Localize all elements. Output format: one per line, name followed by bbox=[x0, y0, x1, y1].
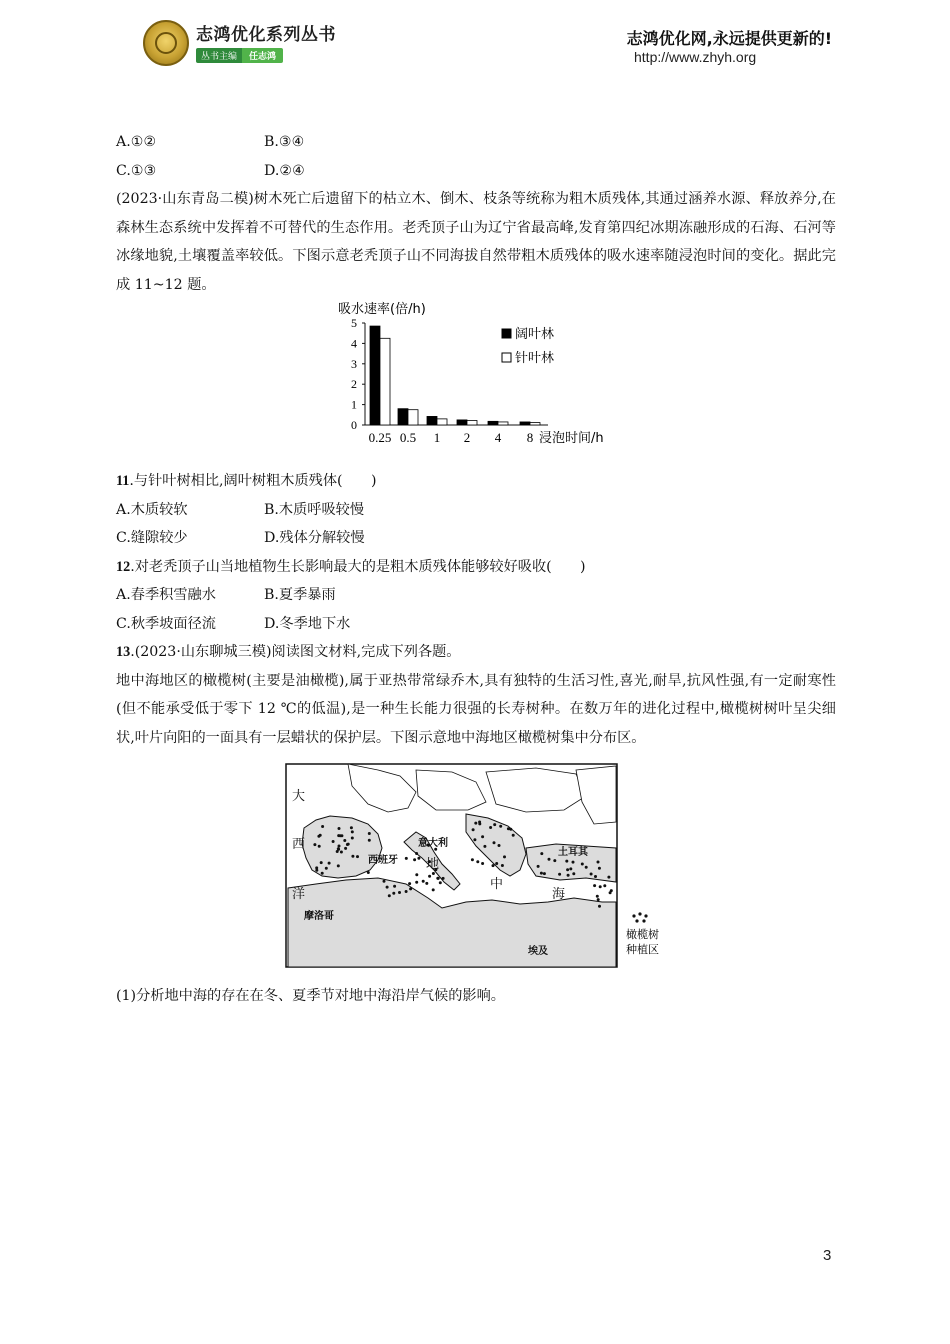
olive-dot bbox=[597, 861, 600, 864]
q12-option-b: B.夏季暴雨 bbox=[264, 587, 336, 603]
q12-option-a: A.春季积雪融水 bbox=[116, 587, 216, 603]
q10-option-d: D.②④ bbox=[264, 162, 305, 179]
olive-dot bbox=[393, 885, 396, 888]
map-svg bbox=[116, 752, 836, 976]
legend-dot bbox=[644, 914, 647, 917]
chart-y-tick-label: 1 bbox=[351, 397, 357, 412]
series-logo-icon bbox=[143, 20, 189, 66]
chart-bar-broadleaf bbox=[398, 409, 408, 425]
olive-dot bbox=[476, 860, 479, 863]
q13-number: 13 bbox=[116, 644, 131, 660]
olive-dot bbox=[499, 825, 502, 828]
page-content bbox=[116, 128, 836, 1011]
q11-option-b: B.木质呼吸较慢 bbox=[264, 501, 365, 518]
olive-dot bbox=[569, 867, 572, 870]
chart-y-tick-label: 5 bbox=[351, 316, 357, 330]
chart-bar-broadleaf bbox=[457, 420, 467, 425]
legend-dot bbox=[635, 919, 638, 922]
olive-dot bbox=[428, 875, 431, 878]
olive-dot bbox=[415, 881, 418, 884]
olive-dot bbox=[537, 865, 540, 868]
olive-dot bbox=[344, 847, 347, 850]
q11-option-c: C.缝隙较少 bbox=[116, 530, 188, 546]
chart-y-axis-label: 吸水速率(倍/h) bbox=[338, 302, 426, 317]
olive-dot bbox=[553, 859, 556, 862]
map-label-sea-3: 海 bbox=[552, 887, 566, 902]
olive-dot bbox=[596, 895, 599, 898]
olive-dot bbox=[337, 847, 340, 850]
olive-dot bbox=[408, 882, 411, 885]
olive-dot bbox=[388, 894, 391, 897]
olive-dot bbox=[432, 872, 435, 875]
olive-dot bbox=[599, 885, 602, 888]
olive-dot bbox=[347, 843, 350, 846]
olive-dot bbox=[492, 864, 495, 867]
chart-bar-conifer bbox=[408, 410, 418, 425]
chart-x-ticks bbox=[369, 430, 534, 445]
chart-y-tick-label: 3 bbox=[351, 356, 357, 371]
q13-text: .(2023·山东聊城三模)阅读图文材料,完成下列各题。 bbox=[130, 644, 461, 660]
olive-dot bbox=[603, 884, 606, 887]
olive-dot bbox=[432, 888, 435, 891]
olive-dot bbox=[350, 826, 353, 829]
olive-dot bbox=[597, 898, 600, 901]
legend-dot bbox=[638, 912, 641, 915]
chart-x-tick-label: 2 bbox=[463, 430, 471, 445]
olive-dot bbox=[328, 862, 331, 865]
q12-option-c: C.秋季坡面径流 bbox=[116, 615, 216, 632]
olive-dot bbox=[478, 821, 481, 824]
q10-options-row-1 bbox=[116, 128, 836, 157]
olive-dot bbox=[540, 852, 543, 855]
olive-dot bbox=[473, 838, 476, 841]
olive-dot bbox=[548, 858, 551, 861]
chart-y-tick-label: 2 bbox=[351, 377, 357, 392]
olive-dot bbox=[471, 858, 474, 861]
olive-dot bbox=[398, 891, 401, 894]
map-label-sea-1: 地 bbox=[426, 857, 440, 872]
chief-editor-badge bbox=[196, 48, 283, 62]
olive-dot bbox=[413, 858, 416, 861]
chart-svg bbox=[116, 299, 836, 467]
olive-dot bbox=[321, 825, 324, 828]
map-label-atlantic-3: 洋 bbox=[292, 887, 306, 902]
q13-subquestion-1: (1)分析地中海的存在在冬、夏季节对地中海沿岸气候的影响。 bbox=[116, 988, 505, 1004]
olive-dot bbox=[439, 881, 442, 884]
chart-bar-broadleaf bbox=[488, 421, 498, 425]
passage-11-12: (2023·山东青岛二模)树木死亡后遗留下的枯立木、倒木、枝条等统称为粗木质残体,其通过涵养水源、释放养分,在森林生态系统中发挥着不可替代的生态作用。老秃顶子山为辽宁省最高峰,发育第四纪冰期冻融形成的石海、石河等冰缘地貌,土壤覆盖率较低。下图示意老秃顶子山不同海拔自然带粗木质残体的吸水速率随浸泡时间的变化。据此完成 11~12 题。 bbox=[116, 191, 836, 293]
site-url[interactable]: http://www.zhyh.org bbox=[634, 49, 757, 65]
legend-dot bbox=[642, 919, 645, 922]
map-legend bbox=[626, 912, 659, 956]
olive-dot bbox=[567, 874, 570, 877]
olive-dot bbox=[609, 891, 612, 894]
olive-dot bbox=[442, 877, 445, 880]
legend-dot bbox=[632, 914, 635, 917]
olive-dot bbox=[325, 867, 328, 870]
olive-dot bbox=[338, 827, 341, 830]
olive-dot bbox=[315, 869, 318, 872]
iberia-landmass bbox=[302, 816, 382, 878]
olive-dot bbox=[594, 875, 597, 878]
q11-option-a: A.木质较软 bbox=[116, 501, 188, 518]
olive-dot bbox=[351, 837, 354, 840]
olive-dot bbox=[415, 873, 418, 876]
legend-swatch-conifer bbox=[502, 353, 511, 362]
chart-y-tick-label: 0 bbox=[351, 418, 357, 432]
olive-dot bbox=[572, 872, 575, 875]
q13-stem bbox=[116, 638, 836, 667]
olive-dot bbox=[319, 834, 322, 837]
olive-dot bbox=[409, 887, 412, 890]
olive-dot bbox=[566, 868, 569, 871]
eastern-europe-region bbox=[486, 768, 586, 812]
olive-dot bbox=[607, 876, 610, 879]
olive-dot bbox=[572, 861, 575, 864]
olive-dot bbox=[540, 872, 543, 875]
olive-dot bbox=[493, 841, 496, 844]
olive-dot bbox=[489, 826, 492, 829]
legend-label-broadleaf: 阔叶林 bbox=[515, 327, 555, 342]
absorption-rate-chart bbox=[116, 299, 836, 467]
olive-dot bbox=[340, 851, 343, 854]
q10-option-b: B.③④ bbox=[264, 134, 305, 150]
olive-dot bbox=[367, 871, 370, 874]
legend-olive-line-2: 种植区 bbox=[626, 943, 659, 956]
olive-dot bbox=[565, 860, 568, 863]
q10-options-row-2 bbox=[116, 157, 836, 186]
olive-dot bbox=[598, 867, 601, 870]
olive-dot bbox=[495, 862, 498, 865]
q11-number: 11 bbox=[116, 473, 130, 489]
olive-dot bbox=[585, 866, 588, 869]
olive-dot bbox=[386, 886, 389, 889]
olive-dot bbox=[498, 844, 501, 847]
olive-dot bbox=[437, 877, 440, 880]
olive-dot bbox=[368, 839, 371, 842]
olive-dot bbox=[318, 845, 321, 848]
q12-text: .对老秃顶子山当地植物生长影响最大的是粗木质残体能够较好吸收( ) bbox=[130, 558, 586, 575]
chart-x-tick-label: 0.25 bbox=[368, 430, 392, 445]
map-label-sea-2: 中 bbox=[490, 877, 504, 892]
chart-bar-conifer bbox=[498, 422, 508, 425]
olive-dot bbox=[598, 905, 601, 908]
olive-dot bbox=[337, 864, 340, 867]
chart-x-tick-label: 0.5 bbox=[399, 430, 417, 445]
olive-dot bbox=[405, 890, 408, 893]
editor-label: 丛书主编 bbox=[196, 48, 242, 63]
olive-dot bbox=[590, 873, 593, 876]
olive-dot bbox=[336, 850, 339, 853]
olive-distribution-map bbox=[116, 752, 836, 976]
olive-dot bbox=[507, 827, 510, 830]
olive-dot bbox=[481, 835, 484, 838]
olive-dot bbox=[474, 822, 477, 825]
q11-options-row-1 bbox=[116, 496, 836, 525]
olive-dot bbox=[593, 884, 596, 887]
olive-dot bbox=[417, 857, 420, 860]
legend-label-conifer: 针叶林 bbox=[515, 351, 555, 366]
olive-dot bbox=[405, 857, 408, 860]
chart-bar-conifer bbox=[530, 423, 540, 425]
legend-swatch-broadleaf bbox=[502, 329, 511, 338]
q12-stem bbox=[116, 553, 836, 582]
map-label-morocco: 摩洛哥 bbox=[304, 911, 334, 922]
q12-options-row-1 bbox=[116, 581, 836, 610]
olive-dot bbox=[351, 830, 354, 833]
chart-y-ticks bbox=[351, 316, 365, 432]
q11-option-d: D.残体分解较慢 bbox=[264, 530, 365, 546]
chart-y-tick-label: 4 bbox=[351, 336, 357, 351]
site-slogan: 志鸿优化网,永远提供更新的! bbox=[626, 29, 832, 48]
olive-dot bbox=[422, 880, 425, 883]
olive-dot bbox=[501, 864, 504, 867]
chart-bar-broadleaf bbox=[427, 416, 437, 425]
map-label-italy: 意大利 bbox=[418, 838, 448, 849]
q10-option-a: A.①② bbox=[116, 134, 157, 150]
page-number: 3 bbox=[823, 1247, 832, 1264]
page-header bbox=[0, 0, 950, 80]
olive-dot bbox=[338, 845, 341, 848]
olive-dot bbox=[543, 872, 546, 875]
q13-passage: 地中海地区的橄榄树(主要是油橄榄),属于亚热带常绿乔木,具有独特的生活习性,喜光,耐旱,抗风性强,有一定耐寒性(但不能承受低于零下 12 ℃的低温),是一种生长能力很强的长寿树种。在数万年的进化过程中,橄榄树树叶呈尖细状,叶片向阳的一面具有一层蜡状的保护层。下图示意地中海地区橄榄树集中分布区。 bbox=[116, 672, 836, 746]
chart-bar-broadleaf bbox=[520, 422, 530, 425]
map-label-spain: 西班牙 bbox=[368, 855, 398, 866]
olive-dot bbox=[503, 855, 506, 858]
olive-dot bbox=[383, 880, 386, 883]
q10-option-c: C.①③ bbox=[116, 162, 157, 179]
olive-dot bbox=[356, 855, 359, 858]
chart-bar-conifer bbox=[437, 419, 447, 425]
olive-dot bbox=[320, 861, 323, 864]
chart-x-tick-label: 4 bbox=[494, 430, 502, 445]
olive-dot bbox=[415, 852, 418, 855]
olive-dot bbox=[483, 845, 486, 848]
olive-dot bbox=[332, 840, 335, 843]
olive-dot bbox=[343, 839, 346, 842]
olive-dot bbox=[392, 892, 395, 895]
q12-number: 12 bbox=[116, 558, 131, 575]
olive-dot bbox=[313, 843, 316, 846]
q11-stem bbox=[116, 467, 836, 496]
map-label-atlantic-2: 西 bbox=[292, 837, 306, 852]
olive-dot bbox=[512, 834, 515, 837]
legend-olive-line-1: 橄榄树 bbox=[626, 928, 659, 941]
olive-dot bbox=[339, 834, 342, 837]
olive-dot bbox=[321, 872, 324, 875]
chart-x-tick-label: 8 bbox=[526, 430, 534, 445]
chart-x-axis-label: 浸泡时间/h bbox=[539, 431, 604, 446]
map-label-egypt: 埃及 bbox=[528, 946, 548, 957]
q11-options-row-2 bbox=[116, 524, 836, 553]
olive-dot bbox=[368, 832, 371, 835]
series-title: 志鸿优化系列丛书 bbox=[196, 25, 336, 45]
olive-dot bbox=[581, 863, 584, 866]
editor-name: 任志鸿 bbox=[242, 48, 283, 63]
chart-x-tick-label: 1 bbox=[433, 430, 441, 445]
olive-dot bbox=[481, 862, 484, 865]
q12-option-d: D.冬季地下水 bbox=[264, 615, 351, 632]
olive-dot bbox=[351, 855, 354, 858]
map-label-turkey: 土耳其 bbox=[558, 847, 588, 858]
map-label-atlantic-1: 大 bbox=[292, 789, 306, 804]
q11-text: .与针叶树相比,阔叶树粗木质残体( ) bbox=[129, 473, 377, 489]
chart-bar-conifer bbox=[380, 338, 390, 425]
olive-dot bbox=[425, 882, 428, 885]
olive-dot bbox=[493, 823, 496, 826]
olive-dot bbox=[558, 873, 561, 876]
chart-bar-broadleaf bbox=[370, 326, 380, 425]
olive-dot bbox=[472, 828, 475, 831]
chart-bar-conifer bbox=[467, 421, 477, 425]
q12-options-row-2 bbox=[116, 610, 836, 639]
